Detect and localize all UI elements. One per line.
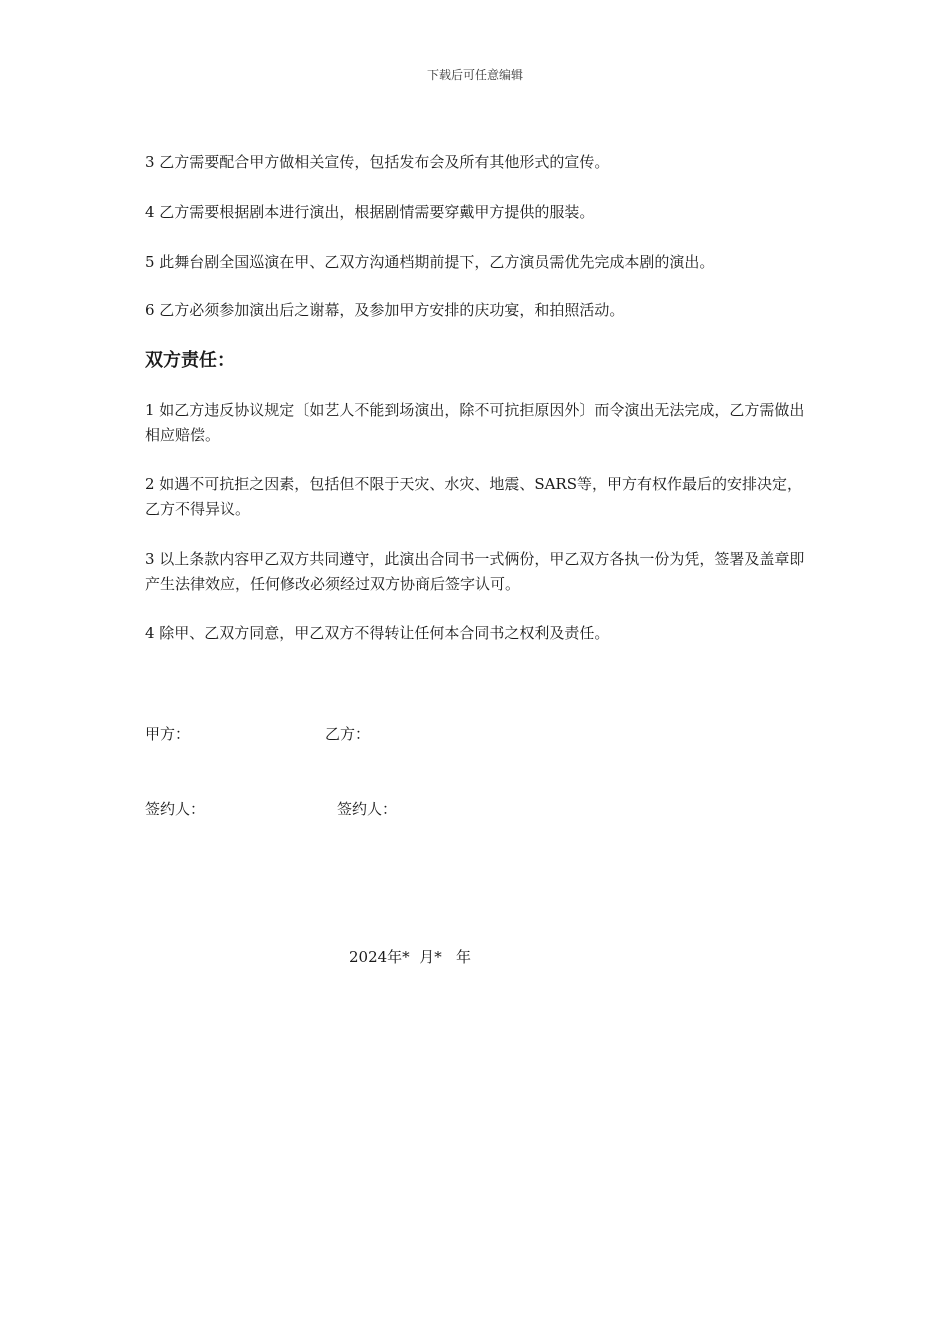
party-a-label: 甲方： (145, 725, 191, 743)
responsibility-4: 4 除甲、乙双方同意，甲乙双方不得转让任何本合同书之权利及责任。 (145, 624, 610, 642)
date-line: 2024年* 月* 年 (349, 948, 472, 966)
party-b-label: 乙方： (325, 725, 371, 743)
clause-4: 4 乙方需要根据剧本进行演出，根据剧情需要穿戴甲方提供的服装。 (145, 203, 595, 221)
clause-3: 3 乙方需要配合甲方做相关宣传，包括发布会及所有其他形式的宣传。 (145, 153, 610, 171)
clause-6: 6 乙方必须参加演出后之谢幕，及参加甲方安排的庆功宴，和拍照活动。 (145, 301, 625, 319)
clause-5: 5 此舞台剧全国巡演在甲、乙双方沟通档期前提下，乙方演员需优先完成本剧的演出。 (145, 253, 715, 271)
responsibility-2: 2 如遇不可抗拒之因素，包括但不限于天灾、水灾、地震、SARS等，甲方有权作最后的安排决定，乙方不得异议。 (145, 475, 802, 518)
responsibility-3: 3 以上条款内容甲乙双方共同遵守，此演出合同书一式俩份，甲乙双方各执一份为凭，签署及盖章即产生法律效应，任何修改必须经过双方协商后签字认可。 (145, 550, 805, 593)
responsibility-1: 1 如乙方违反协议规定〔如艺人不能到场演出，除不可抗拒原因外〕而令演出无法完成，乙方需做出相应赔偿。 (145, 401, 805, 444)
header-note: 下载后可任意编辑 (426, 68, 523, 82)
signer-b-label: 签约人： (337, 800, 398, 818)
responsibilities-title: 双方责任： (145, 350, 235, 371)
signer-a-label: 签约人： (145, 800, 206, 818)
